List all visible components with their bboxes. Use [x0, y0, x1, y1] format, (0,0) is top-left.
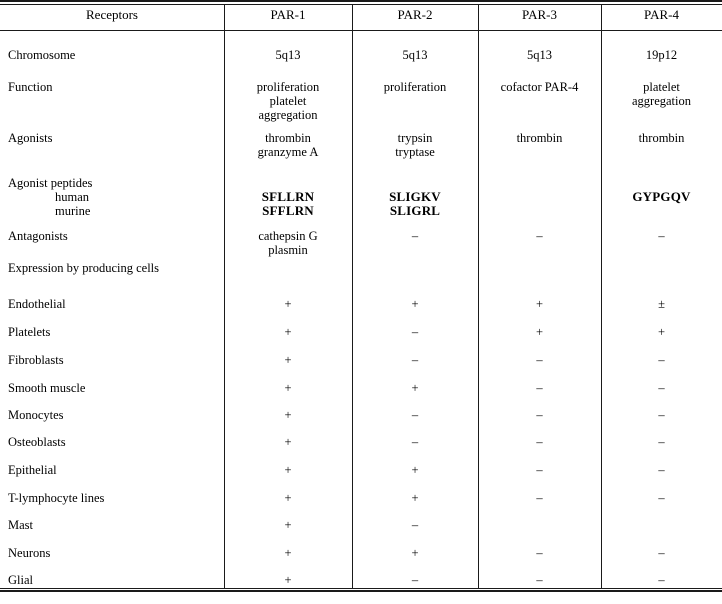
- cell-value: +: [411, 546, 419, 560]
- cell-value: –: [411, 353, 419, 367]
- cell-value: –: [658, 546, 665, 560]
- table-row: [0, 463, 722, 477]
- cell-value: +: [411, 297, 419, 311]
- cell-value: –: [536, 491, 543, 505]
- cell-value: –: [411, 229, 419, 243]
- table-row: [0, 546, 722, 560]
- cell-value: proliferation: [383, 80, 447, 94]
- cell-value: platelet aggregation: [631, 80, 691, 108]
- row-label: Agonist peptides: [8, 176, 93, 190]
- table-row: [0, 353, 722, 367]
- table-row: [0, 80, 722, 122]
- row-label: murine: [55, 204, 91, 218]
- cell-value: –: [411, 573, 419, 587]
- cell-value: cofactor PAR-4: [500, 80, 579, 94]
- cell-value: –: [536, 573, 543, 587]
- column-header-par-1: PAR-1: [270, 7, 306, 22]
- cell-value: +: [284, 491, 292, 505]
- cell-value: GYPGQV: [632, 189, 691, 204]
- cell-value: +: [411, 381, 419, 395]
- cell-value: 5q13: [527, 48, 552, 62]
- cell-value: +: [284, 546, 292, 560]
- row-label: Endothelial: [8, 297, 66, 311]
- cell-value: thrombin granzyme A: [257, 131, 319, 159]
- cell-value: SFLLRN: [261, 189, 315, 204]
- cell-value: –: [536, 381, 543, 395]
- column-header-par-4: PAR-4: [644, 7, 679, 22]
- cell-value: –: [658, 229, 665, 243]
- cell-value: –: [658, 408, 665, 422]
- cell-value: thrombin: [516, 131, 563, 145]
- table-bottom-rule-thin: [0, 588, 722, 589]
- table-row: [0, 48, 722, 62]
- cell-value: –: [411, 408, 419, 422]
- row-label: Antagonists: [8, 229, 68, 243]
- row-label: T-lymphocyte lines: [8, 491, 105, 505]
- table-row: [0, 229, 722, 257]
- cell-value: +: [284, 325, 292, 339]
- cell-value: 5q13: [275, 48, 301, 62]
- row-label: Chromosome: [8, 48, 76, 62]
- table-row: [0, 518, 722, 532]
- row-label: Agonists: [8, 131, 53, 145]
- cell-value: –: [411, 325, 419, 339]
- cell-value: –: [411, 435, 419, 449]
- cell-value: +: [284, 435, 292, 449]
- cell-value: –: [536, 353, 543, 367]
- cell-value: +: [284, 297, 292, 311]
- table-row: [0, 204, 722, 218]
- cell-value: +: [284, 573, 292, 587]
- cell-value: trypsin tryptase: [395, 131, 435, 159]
- row-label: Glial: [8, 573, 33, 587]
- cell-value: –: [658, 381, 665, 395]
- table-row: [0, 491, 722, 505]
- cell-value: –: [536, 546, 543, 560]
- cell-value: –: [411, 518, 419, 532]
- cell-value: –: [658, 573, 665, 587]
- cell-value: –: [536, 435, 543, 449]
- cell-value: +: [284, 353, 292, 367]
- cell-value: ±: [658, 297, 665, 311]
- cell-value: proliferation platelet aggregation: [256, 80, 320, 122]
- cell-value: +: [284, 408, 292, 422]
- table-row: [0, 408, 722, 422]
- cell-value: cathepsin G plasmin: [258, 229, 318, 257]
- row-label: Osteoblasts: [8, 435, 66, 449]
- row-label: Neurons: [8, 546, 51, 560]
- table-top-rule: [0, 0, 722, 2]
- table-row: [0, 190, 722, 204]
- cell-value: –: [658, 463, 665, 477]
- cell-value: +: [411, 463, 419, 477]
- column-header-par-3: PAR-3: [522, 7, 557, 22]
- table-row: [0, 176, 722, 190]
- row-label: Platelets: [8, 325, 51, 339]
- cell-value: SFFLRN: [262, 203, 314, 218]
- row-label: human: [55, 190, 90, 204]
- cell-value: –: [658, 353, 665, 367]
- cell-value: +: [535, 325, 544, 339]
- cell-value: SLIGKV: [389, 189, 441, 204]
- row-label: Function: [8, 80, 53, 94]
- column-header-par-2: PAR-2: [397, 7, 433, 22]
- cell-value: +: [535, 297, 544, 311]
- row-label: Smooth muscle: [8, 381, 86, 395]
- cell-value: +: [657, 325, 666, 339]
- table-row: [0, 131, 722, 159]
- cell-value: –: [536, 408, 543, 422]
- cell-value: –: [658, 435, 665, 449]
- table-row: [0, 381, 722, 395]
- cell-value: 5q13: [402, 48, 428, 62]
- cell-value: thrombin: [638, 131, 685, 145]
- table-header-row: [0, 8, 722, 22]
- row-label: Monocytes: [8, 408, 64, 422]
- cell-value: +: [411, 491, 419, 505]
- row-label: Mast: [8, 518, 33, 532]
- cell-value: –: [536, 229, 543, 243]
- table-row: [0, 435, 722, 449]
- cell-value: SLIGRL: [389, 203, 441, 218]
- row-label: Epithelial: [8, 463, 57, 477]
- cell-value: +: [284, 518, 292, 532]
- table-row: [0, 325, 722, 339]
- cell-value: 19p12: [645, 48, 678, 62]
- table-row: [0, 573, 722, 587]
- cell-value: –: [536, 463, 543, 477]
- table-row: [0, 261, 722, 275]
- table-top-rule-thin: [0, 4, 722, 5]
- cell-value: –: [658, 491, 665, 505]
- cell-value: +: [284, 463, 292, 477]
- cell-value: +: [284, 381, 292, 395]
- row-label: Fibroblasts: [8, 353, 64, 367]
- table-row: [0, 297, 722, 311]
- row-label: Expression by producing cells: [8, 261, 160, 275]
- table-bottom-rule: [0, 590, 722, 592]
- column-header-receptors: Receptors: [86, 7, 138, 22]
- header-separator-rule: [0, 30, 722, 31]
